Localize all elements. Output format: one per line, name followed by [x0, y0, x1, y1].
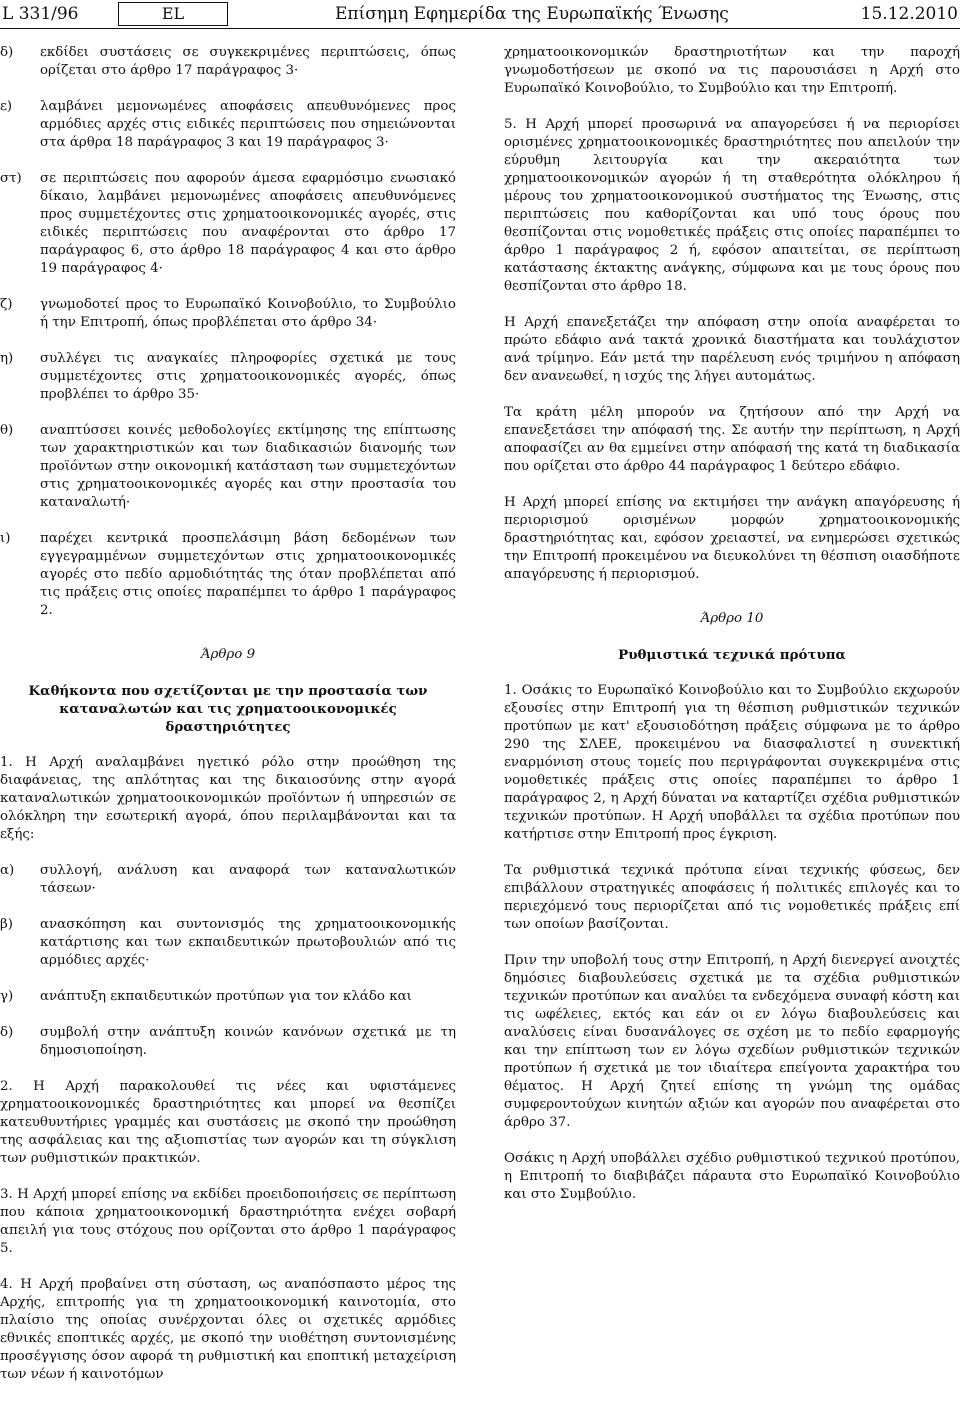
item-label: γ)	[0, 989, 14, 1004]
item-text: αναπτύσσει κοινές μεθοδολογίες εκτίμησης της επίπτωσης των χαρακτηριστικών και των διαδικασιών διανομής των προϊόντων στην οικονομική κατάσταση των συμμετεχόντων στις χρηματοοικονομικές αγορές και στην προστασία του καταναλωτή·	[40, 423, 456, 510]
right-column	[504, 44, 960, 1222]
article-9-paragraph-4: 4. Η Αρχή προβαίνει στη σύσταση, ως αναπόσπαστο μέρος της Αρχής, επιτροπής για τη χρηματοοικονομική καινοτομία, στο πλαίσιο της οποίας συνέρχονται όλες οι σχετικές αρμόδιες εθνικές εποπτικές αρχές, με σκοπό την υιοθέτηση συντονισμένης προσέγγισης όσον αφορά τη ρυθμιστική και εποπτική μεταχείριση των νέων ή καινοτόμων	[0, 1277, 456, 1382]
header-rule	[0, 28, 960, 29]
item-text: συλλογή, ανάλυση και αναφορά των καταναλωτικών τάσεων·	[40, 863, 456, 896]
item-text: εκδίδει συστάσεις σε συγκεκριμένες περιπτώσεις, όπως ορίζεται στο άρθρο 17 παράγραφος 3·	[40, 45, 456, 78]
item-label: α)	[0, 863, 15, 878]
list-item	[0, 44, 456, 80]
list-item	[0, 530, 456, 620]
article-9-paragraph-5: 5. Η Αρχή μπορεί προσωρινά να απαγορεύσει ή να περιορίσει ορισμένες χρηματοοικονομικές δραστηριότητες που απειλούν την εύρυθμη λειτουργία και την ακεραιότητα των χρηματοοικονομικών αγορών ή τη σταθερότητα ολόκληρου ή μέρους του χρηματοοικονομικού συστήματος της Ένωσης, στις περιπτώσεις που καθορίζονται και υπό τους όρους που θεσπίζονται στις νομοθετικές πράξεις στις οποίες παραπέμπει το άρθρο 1 παράγραφος 2 ή, εφόσον απαιτείται, σε περίπτωση κατάστασης έκτακτης ανάγκης, σύμφωνα και με τους όρους που θεσπίζονται στο άρθρο 18.	[504, 117, 960, 294]
list-item	[0, 422, 456, 512]
article-10-label: Άρθρο 10	[700, 611, 764, 626]
item-label: η)	[0, 351, 14, 366]
item-label: δ)	[0, 45, 14, 60]
item-label: θ)	[0, 423, 14, 438]
item-text: παρέχει κεντρικά προσπελάσιμη βάση δεδομένων των εγγεγραμμένων συμμετεχόντων στις χρηματοοικονομικές αγορές στο πεδίο αρμοδιότητάς της όταν προβλέπεται από τις πράξεις στις οποίες παραπέμπει το άρθρο 1 παράγραφος 2.	[40, 531, 456, 618]
item-label: β)	[0, 917, 13, 932]
item-label: ε)	[0, 99, 13, 114]
article-9-paragraph-2: 2. Η Αρχή παρακολουθεί τις νέες και υφιστάμενες χρηματοοικονομικές δραστηριότητες και μπορεί να θεσπίζει κατευθυντήριες γραμμές και συστάσεις με σκοπό την προώθηση της ασφάλειας και της αξιοπιστίας των αγορών και τη σύγκλιση των ρυθμιστικών πρακτικών.	[0, 1079, 456, 1166]
article-10-paragraph-1-sub1: Τα ρυθμιστικά τεχνικά πρότυπα είναι τεχνικής φύσεως, δεν επιβάλλουν στρατηγικές αποφάσεις ή πολιτικές επιλογές και το περιεχόμενό τους περιορίζεται από τις νομοθετικές πράξεις επί των οποίων βασίζονται.	[504, 863, 960, 932]
list-item	[0, 98, 456, 152]
article-10-paragraph-1-sub2: Πριν την υποβολή τους στην Επιτροπή, η Αρχή διενεργεί ανοιχτές δημόσιες διαβουλεύσεις σχετικά με τα σχέδια ρυθμιστικών τεχνικών προτύπων και αναλύει τα ενδεχόμενα συναφή κόστη και τις ωφέλειες, εκτός και εάν οι εν λόγω διαβουλεύσεις και αναλύσεις είναι δυσανάλογες σε σχέση με το πεδίο εφαρμογής και την επίπτωση των εν λόγω σχεδίων ρυθμιστικών τεχνικών προτύπων ή σχετικά με τον ιδιαίτερα επείγοντα χαρακτήρα του θέματος. Η Αρχή ζητεί επίσης τη γνώμη της ομάδας συμφεροντούχων κινητών αξιών και αγορών που αναφέρεται στο άρθρο 37.	[504, 953, 960, 1130]
language-badge: EL	[118, 2, 228, 26]
item-text: ανάπτυξη εκπαιδευτικών προτύπων για τον κλάδο και	[40, 989, 412, 1004]
page-reference: L 331/96	[2, 4, 79, 24]
list-item	[0, 350, 456, 404]
article-9-label: Άρθρο 9	[200, 647, 256, 662]
item-label: ι)	[0, 531, 11, 546]
item-text: ανασκόπηση και συντονισμός της χρηματοοικονομικής κατάρτισης και των εκπαιδευτικών πρωτοβουλιών από τις αρμόδιες αρχές·	[40, 917, 456, 968]
list-item	[0, 170, 456, 278]
page-header	[0, 0, 960, 30]
item-text: γνωμοδοτεί προς το Ευρωπαϊκό Κοινοβούλιο, το Συμβούλιο ή την Επιτροπή, όπως προβλέπεται στο άρθρο 34·	[40, 297, 456, 330]
list-item	[0, 1024, 456, 1060]
item-label: στ)	[0, 171, 22, 186]
issue-date: 15.12.2010	[860, 4, 958, 24]
article-9-paragraph-1: 1. Η Αρχή αναλαμβάνει ηγετικό ρόλο στην προώθηση της διαφάνειας, της απλότητας και της δικαιοσύνης στην αγορά καταναλωτικών χρηματοοικονομικών προϊόντων ή υπηρεσιών σε ολόκληρη την εσωτερική αγορά, όπου περιλαμβάνονται και τα εξής:	[0, 755, 456, 842]
item-text: συμβολή στην ανάπτυξη κοινών κανόνων σχετικά με τη δημοσιοποίηση.	[40, 1025, 456, 1058]
left-column	[0, 44, 456, 1402]
journal-title: Επίσημη Εφημερίδα της Ευρωπαϊκής Ένωσης	[335, 4, 729, 24]
item-label: ζ)	[0, 297, 13, 312]
item-text: συλλέγει τις αναγκαίες πληροφορίες σχετικά με τους συμμετέχοντες στις χρηματοοικονομικές αγορές, όπως προβλέπει το άρθρο 35·	[40, 351, 456, 402]
article-10-paragraph-1: 1. Οσάκις το Ευρωπαϊκό Κοινοβούλιο και το Συμβούλιο εκχωρούν εξουσίες στην Επιτροπή για τη θέσπιση ρυθμιστικών τεχνικών προτύπων με κατ' εξουσιοδότηση πράξεις σύμφωνα με το άρθρο 290 της ΣΛΕΕ, προκειμένου να διασφαλιστεί η συνεκτική εναρμόνιση στους τομείς που περιγράφονται συγκεκριμένα στις νομοθετικές πράξεις στις οποίες παραπέμπει το άρθρο 1 παράγραφος 2, η Αρχή δύναται να καταρτίζει σχέδια ρυθμιστικών τεχνικών προτύπων. Η Αρχή υποβάλλει τα σχέδια προτύπων που κατήρτισε στην Επιτροπή προς έγκριση.	[504, 683, 960, 842]
item-text: λαμβάνει μεμονωμένες αποφάσεις απευθυνόμενες προς αρμόδιες αρχές στις ειδικές περιπτώσεις που σημειώνονται στα άρθρα 18 παράγραφος 3 και 19 παράγραφος 3·	[40, 99, 456, 150]
article-10-paragraph-1-sub3: Οσάκις η Αρχή υποβάλλει σχέδιο ρυθμιστικού τεχνικού προτύπου, η Επιτροπή το διαβιβάζει πάραυτα στο Ευρωπαϊκό Κοινοβούλιο και στο Συμβούλιο.	[504, 1151, 960, 1202]
article-9-title: Καθήκοντα που σχετίζονται με την προστασία των καταναλωτών και τις χρηματοοικονομικές δραστηριότητες	[28, 683, 428, 735]
list-item	[0, 988, 456, 1006]
list-item	[0, 296, 456, 332]
item-text: σε περιπτώσεις που αφορούν άμεσα εφαρμόσιμο ενωσιακό δίκαιο, λαμβάνει μεμονωμένες αποφάσεις απευθυνόμενες προς συμμετέχοντες στις χρηματοοικονομικές αγορές, στις ειδικές περιπτώσεις που αναφέρονται στο άρθρο 17 παράγραφος 6, στο άρθρο 18 παράγραφος 4 και στο άρθρο 19 παράγραφος 4·	[40, 171, 456, 276]
article-9-paragraph-3: 3. Η Αρχή μπορεί επίσης να εκδίδει προειδοποιήσεις σε περίπτωση που κάποια χρηματοοικονομική δραστηριότητα ενέχει σοβαρή απειλή για τους στόχους που ορίζονται στο άρθρο 1 παράγραφος 5.	[0, 1187, 456, 1256]
article-9-paragraph-4-cont: χρηματοοικονομικών δραστηριοτήτων και την παροχή γνωμοδοτήσεων με σκοπό να τις παρουσιάσει η Αρχή στο Ευρωπαϊκό Κοινοβούλιο, το Συμβούλιο και την Επιτροπή.	[504, 45, 960, 96]
article-9-paragraph-5-sub1: Η Αρχή επανεξετάζει την απόφαση στην οποία αναφέρεται το πρώτο εδάφιο ανά τακτά χρονικά διαστήματα και τουλάχιστον ανά τρίμηνο. Εάν μετά την παρέλευση ενός τριμήνου η απόφαση δεν ανανεωθεί, η ισχύς της λήγει αυτομάτως.	[504, 315, 960, 384]
article-10-title: Ρυθμιστικά τεχνικά πρότυπα	[618, 647, 846, 663]
list-item	[0, 916, 456, 970]
item-label: δ)	[0, 1025, 14, 1040]
article-9-paragraph-5-sub2: Τα κράτη μέλη μπορούν να ζητήσουν από την Αρχή να επανεξετάσει την απόφασή της. Σε αυτήν την περίπτωση, η Αρχή αποφασίζει αν θα εμμείνει στην απόφασή της κατά τη διαδικασία που ορίζεται στο άρθρο 44 παράγραφος 1 δεύτερο εδάφιο.	[504, 405, 960, 474]
list-item	[0, 862, 456, 898]
article-9-paragraph-5-sub3: Η Αρχή μπορεί επίσης να εκτιμήσει την ανάγκη απαγόρευσης ή περιορισμού ορισμένων μορφών χρηματοοικονομικής δραστηριότητας και, εφόσον χρειαστεί, να ενημερώσει σχετικώς την Επιτροπή προκειμένου να διευκολύνει τη θέσπιση οιασδήποτε απαγόρευσης ή περιορισμού.	[504, 495, 960, 582]
